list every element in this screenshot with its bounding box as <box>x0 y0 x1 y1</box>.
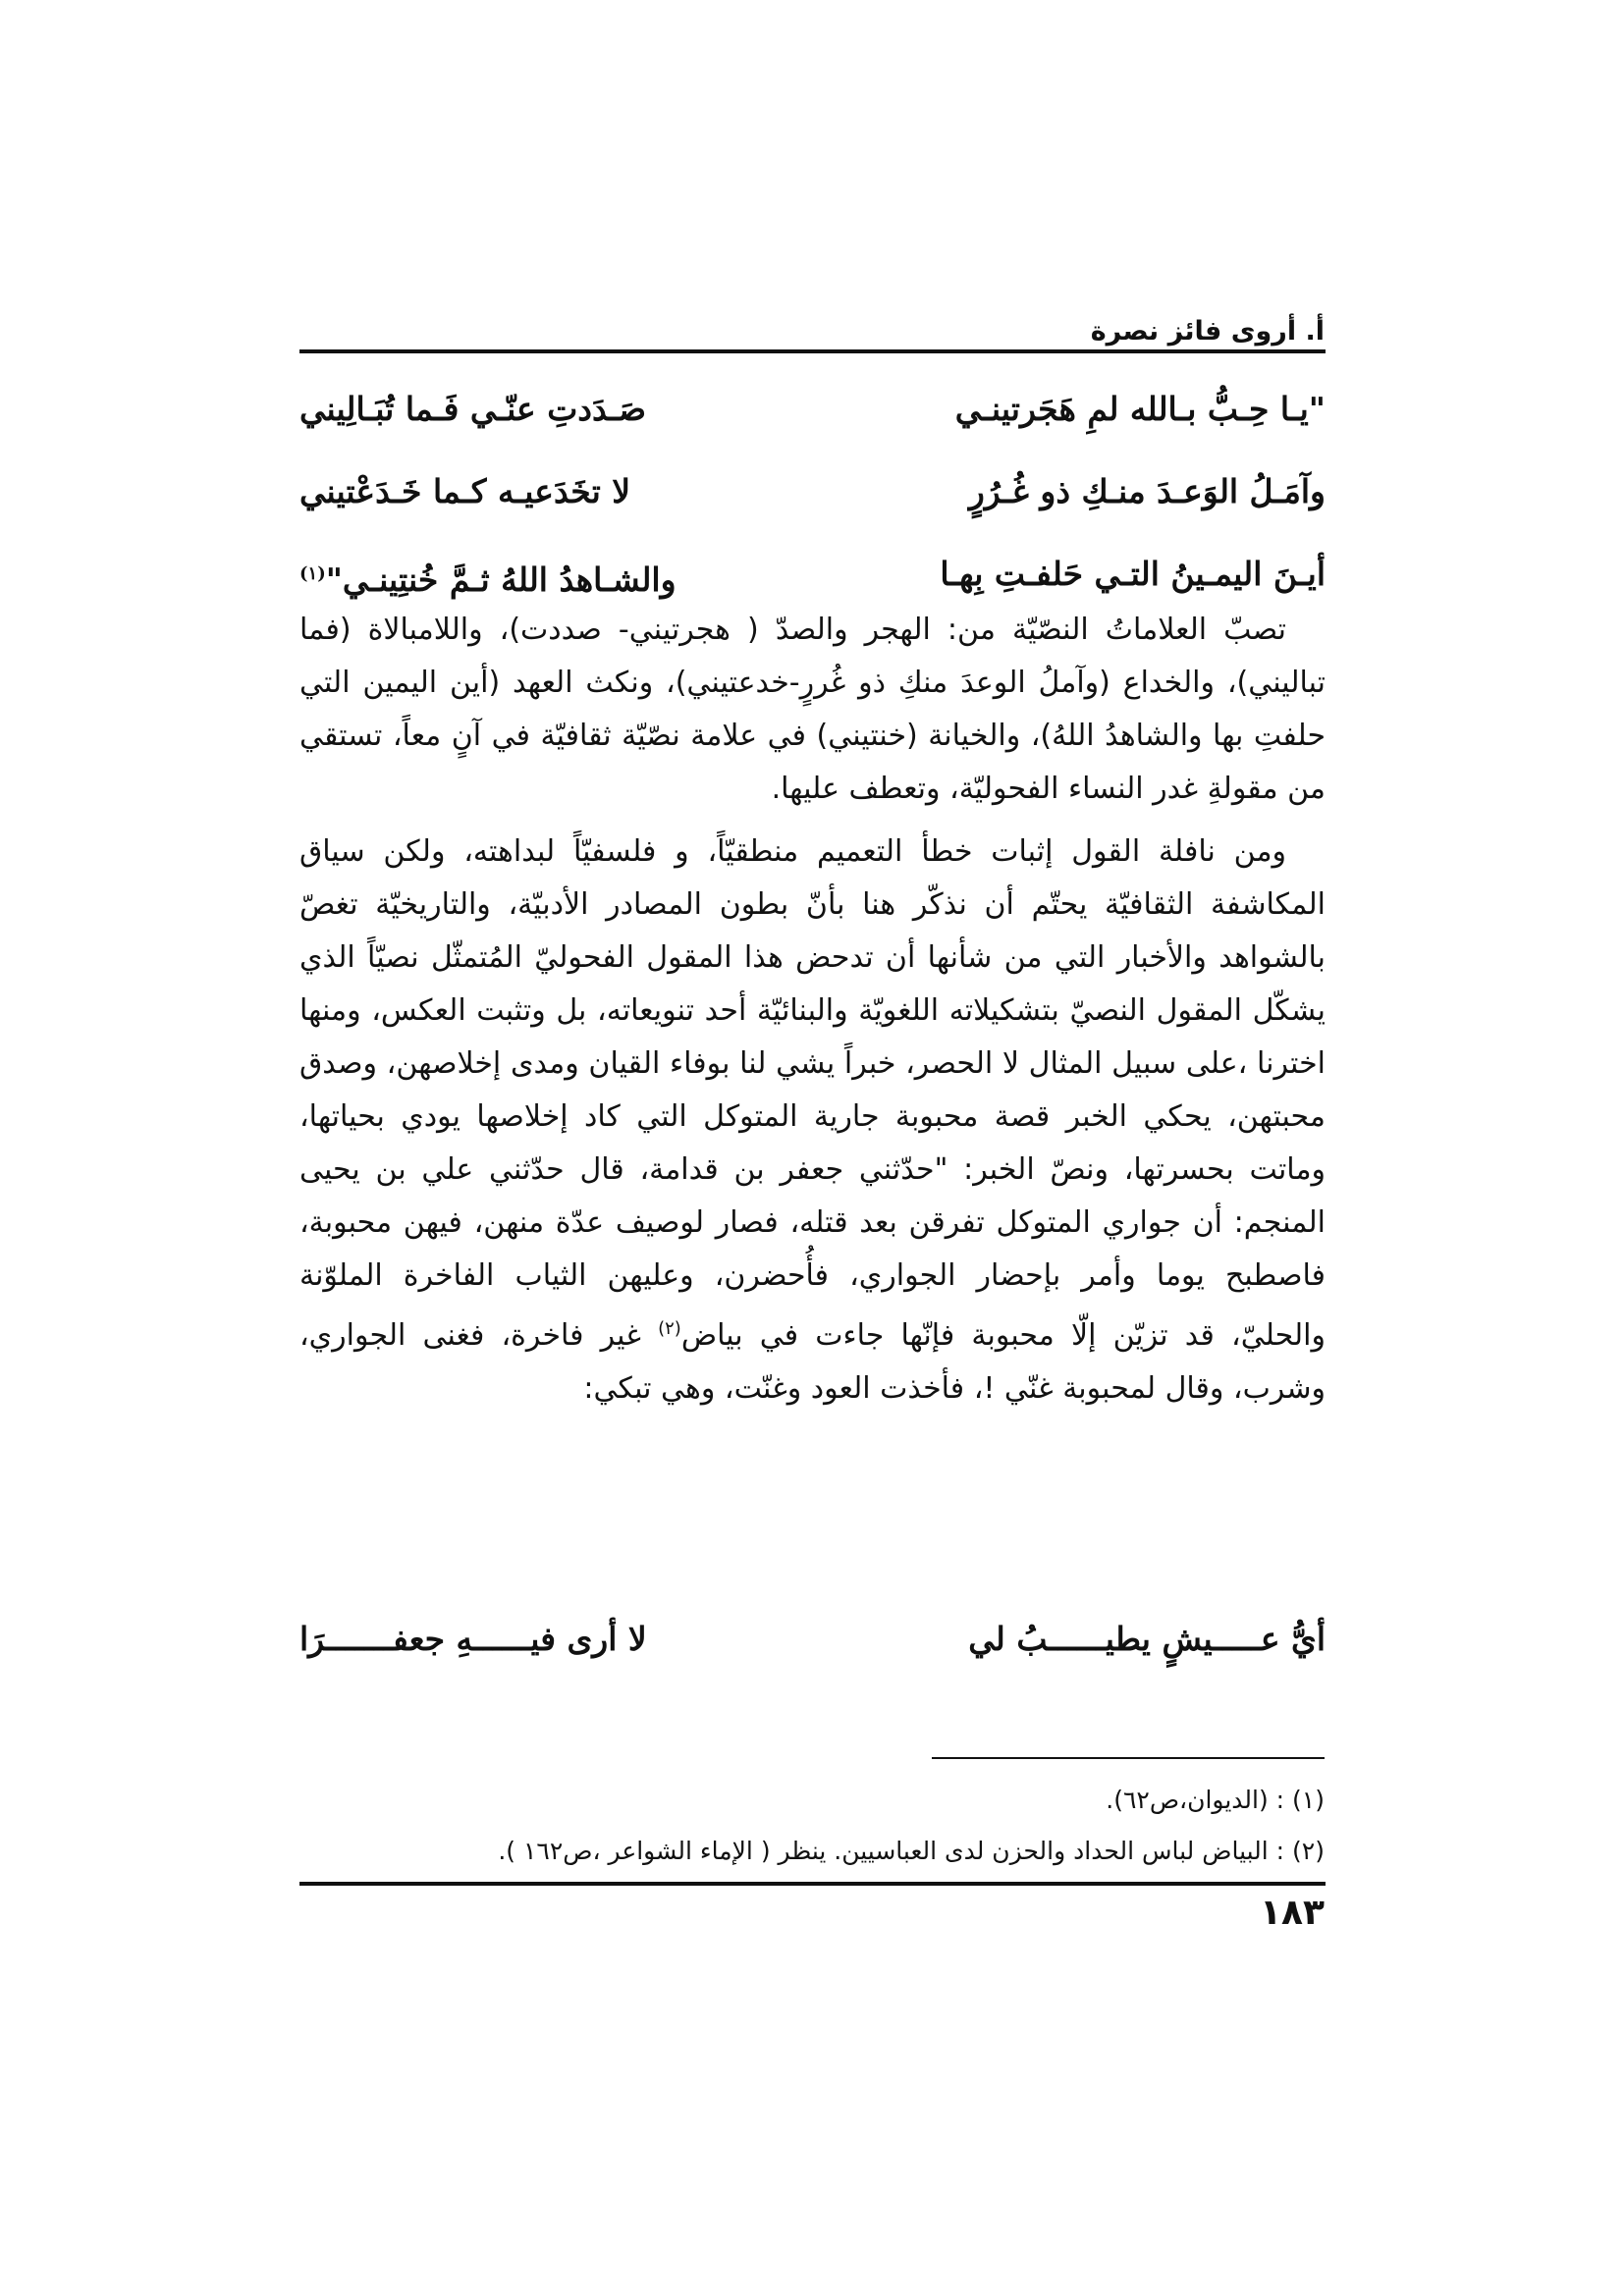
poem-top <box>299 368 1326 615</box>
verse-3-first-hemistich: أيـنَ اليمـينُ التـي حَلفـتِ بِهـا <box>940 555 1326 593</box>
paragraph-1: تصبّ العلاماتُ النصّيّة من: الهجر والصدّ ( هجرتيني- صددت)، واللامبالاة (فما تباليني)، والخداع (وآملُ الوعدَ منكِ ذو غُررٍ-خدعتيني)، ونكث العهد (أين اليمين التي حلفتِ بها والشاهدُ اللهُ)، والخيانة (خنتيني) في علامة نصّيّة ثقافيّة في آنٍ معاً، تستقي من مقولةِ غدر النساء الفحوليّة، وتعطف عليها. <box>299 613 1326 806</box>
verse-1-first-hemistich: "يـا حِـبُّ بـالله لمِ هَجَرتينـي <box>954 390 1326 428</box>
footnote-separator <box>932 1757 1325 1759</box>
poem-bottom <box>299 1598 1326 1681</box>
verse-1-second-hemistich: صَـدَدتِ عنّـي فَـما تُبَـالِيني <box>299 390 646 428</box>
verse-2-second-hemistich: لا تخَدَعيـه كـما خَـدَعْتيني <box>299 472 631 510</box>
verse-4-second-hemistich: لا أرى فيــــــهِ جعفـــــــرَا <box>299 1620 647 1658</box>
verse-1 <box>299 368 1326 451</box>
header-rule <box>299 349 1326 353</box>
footnote-ref-2[interactable]: (٢) <box>658 1318 681 1339</box>
running-head: أ. أروى فائز نصرة <box>1090 316 1325 347</box>
page-number: ١٨٣ <box>1260 1893 1325 1933</box>
verse-4 <box>299 1598 1326 1681</box>
verse-4-first-hemistich: أيُّ عـــــيشٍ يطيــــــبُ لي <box>968 1620 1326 1658</box>
verse-3-second-text: والشـاهدُ اللهُ ثـمَّ خُنتِينـي" <box>325 561 677 599</box>
footnotes <box>298 1775 1325 1877</box>
footnote-ref-1[interactable]: (١) <box>299 563 326 584</box>
paragraph-2 <box>299 826 1326 1415</box>
paragraph-2-tail: غير فاخرة، فغنى الجواري، وشرب، وقال لمحبوبة غنّي !، فأخذت العود وغنّت، وهي تبكي: <box>299 1318 1326 1406</box>
body-text <box>299 604 1326 1425</box>
footnote-1: (١) : (الديوان،ص٦٢). <box>1106 1786 1325 1814</box>
footer-rule <box>299 1882 1326 1886</box>
verse-2 <box>299 451 1326 533</box>
footnote-2: (٢) : البياض لباس الحداد والحزن لدى العباسيين. ينظر ( الإماء الشواعر ،ص١٦٢ ). <box>498 1837 1325 1865</box>
paragraph-2-text: ومن نافلة القول إثبات خطأ التعميم منطقيّاً، و فلسفيّاً لبداهته، ولكن سياق المكاشفة الثقافيّة يحتّم أن نذكّر هنا بأنّ بطون المصادر الأدبيّة، والتاريخيّة تغصّ بالشواهد والأخبار التي من شأنها أن تدحض هذا المقول الفحوليّ المُتمثّل نصيّاً الذي يشكّل المقول النصيّ بتشكيلاته اللغويّة والبنائيّة أحد تنويعاته، بل وتثبت العكس، ومنها اخترنا ،على سبيل المثال لا الحصر، خبراً يشي لنا بوفاء القيان ومدى إخلاصهن، وصدق محبتهن، يحكي الخبر قصة محبوبة جارية المتوكل التي كاد إخلاصها يودي بحياتها، وماتت بحسرتها، ونصّ الخبر: "حدّثني جعفر بن قدامة، قال حدّثني علي بن يحيى المنجم: أن جواري المتوكل تفرقن بعد قتله، فصار لوصيف عدّة منهن، فيهن محبوبة، فاصطبح يوما وأمر بإحضار الجواري، فأُحضرن، وعليهن الثياب الفاخرة الملوّنة والحليّ، قد تزيّن إلّا محبوبة فإنّها جاءت في بياض <box>299 834 1326 1353</box>
verse-2-first-hemistich: وآمَـلُ الوَعـدَ منـكِ ذو غُـرُرٍ <box>968 472 1326 510</box>
